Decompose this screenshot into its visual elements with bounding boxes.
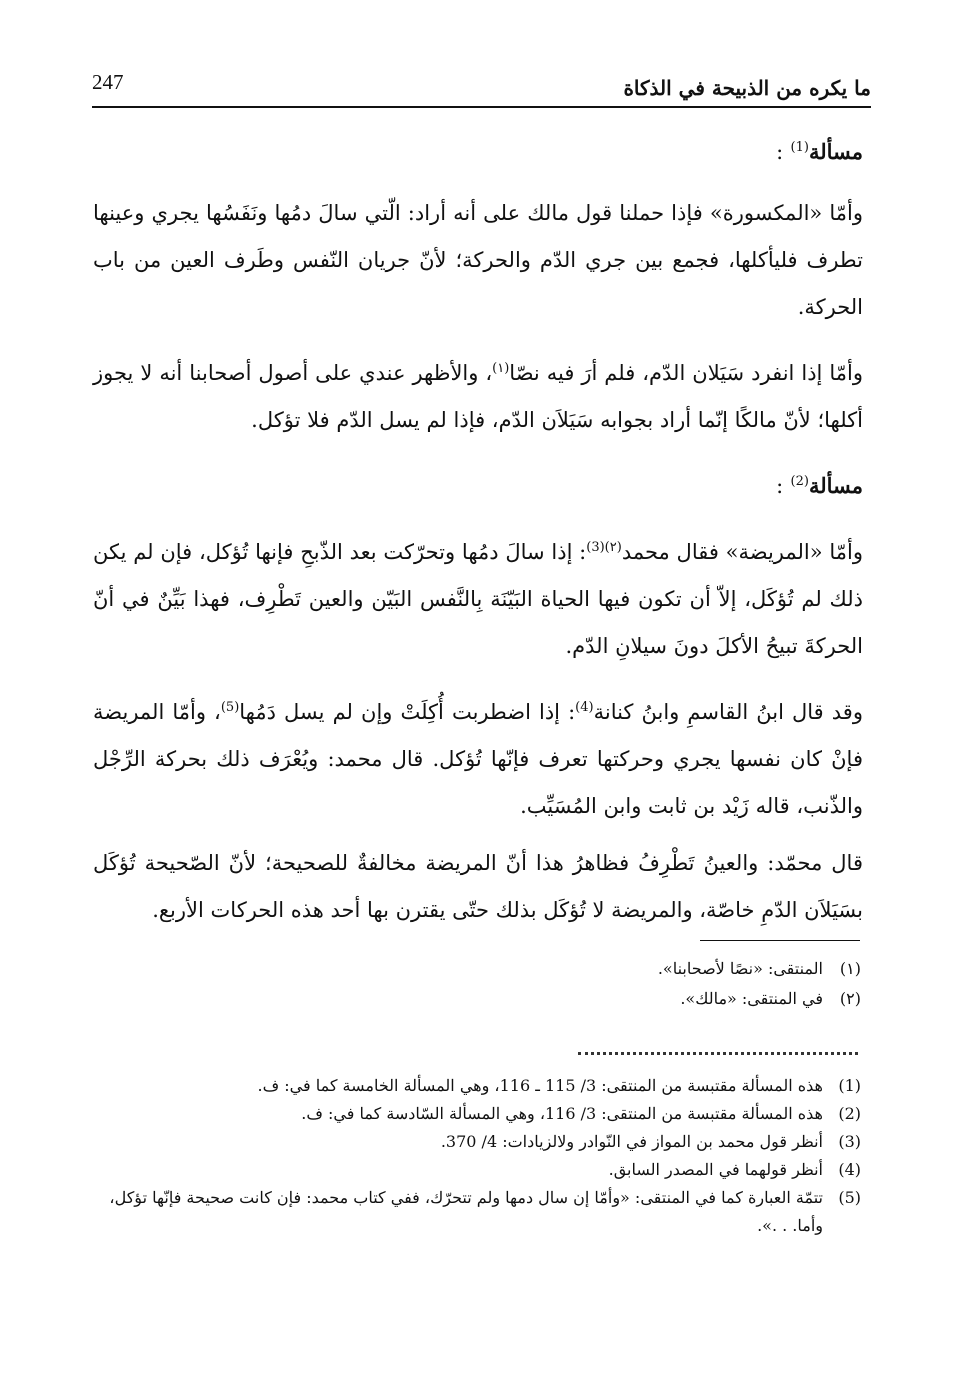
footnote-number: (١) xyxy=(839,959,861,978)
footnote-text: هذه المسألة مقتبسة من المنتقى: 3/ 116، وهي المسألة السّادسة كما في: ف. xyxy=(301,1104,823,1123)
paragraph-2 xyxy=(93,345,863,444)
footnote-ref: (4) xyxy=(575,700,594,715)
paragraph-5: قال محمّد: والعينُ تَطْرِفُ فظاهرُ هذا أنّ المريضة مخالفةٌ للصحيحة؛ لأنّ الصّحيحة تُؤكَل بسَيَلاَن الدّمِ خاصّة، والمريضة لا تُؤكَل بذلك حتّى يقترن بها أحد هذه الحركات الأربع. xyxy=(93,851,863,922)
footnote-text: في المنتقى: «مالك». xyxy=(680,989,823,1008)
footnote-text: أنظر قول محمد بن المواز في النّوادر ولالزيادات: 4/ 370. xyxy=(440,1132,823,1151)
paragraph-text: وقد قال ابنُ القاسمِ وابنُ كنانة xyxy=(593,700,863,724)
heading-label: مسألة xyxy=(808,139,863,164)
footnote-number: (1) xyxy=(838,1076,861,1095)
footnote xyxy=(640,954,861,984)
heading-label: مسألة xyxy=(808,473,863,498)
source-footnotes xyxy=(88,1072,861,1240)
section-heading-1 xyxy=(93,128,863,172)
page-number: 247 xyxy=(92,70,124,94)
footnote-ref: (٢)(3) xyxy=(586,540,622,555)
heading-colon: : xyxy=(776,474,784,498)
paragraph-text: : إذا اضطربت أُكِلَتْ وإن لم يسل دَمُها xyxy=(239,700,576,724)
paragraph-text: وأمّا إذا انفرد سَيَلان الدّم، فلم أرَ فيه نصّا xyxy=(509,361,863,385)
footnote-text: أنظر قولهما في المصدر السابق. xyxy=(608,1160,823,1179)
footnote xyxy=(88,1156,861,1184)
paragraph-4 xyxy=(93,684,863,830)
footnote-number: (٢) xyxy=(839,989,861,1008)
running-title: ما يكره من الذبيحة في الذكاة xyxy=(623,76,871,100)
footnote-number: (4) xyxy=(838,1160,861,1179)
footnote-text: هذه المسألة مقتبسة من المنتقى: 3/ 115 ـ 116، وهي المسألة الخامسة كما في: ف. xyxy=(257,1076,823,1095)
footnote-ref: (2) xyxy=(790,474,809,489)
section-heading-2 xyxy=(93,462,863,506)
paragraph-text: ، والأظهر عندي على أصول أصحابنا أنه لا يجوز أكلها؛ لأنّ مالكًا إنّما أراد بجوابه سَيَلاَن الدّم، فإذا لم يسل الدّم فلا تؤكل. xyxy=(93,361,863,432)
paragraph-text: وأمّا «المريضة» فقال محمد xyxy=(621,540,864,564)
heading-colon: : xyxy=(776,140,784,164)
footnote-text: تتمّة العبارة كما في المنتقى: «وأمّا إن سال دمها ولم تتحرّك، ففي كتاب محمد: فإن كانت صحيحة فإنّها تؤكل، وأما. . .». xyxy=(109,1188,823,1235)
paragraph-text: : إذا سالَ دمُها وتحرّكت بعد الذّبحِ فإنها تُؤكل، فإن لم يكن ذلك لم تُؤكَل، إلاّ أن تكون فيها الحياة البَيّنَة بِالنَّفس البَيّن والعين تَطْرِف، فهذا بَيِّنٌ في أنّ الحركةَ تبيحُ الأكلَ دونَ سيلانِ الدّم. xyxy=(93,540,863,658)
footnote xyxy=(88,1184,861,1240)
paragraph-1: وأمّا «المكسورة» فإذا حملنا قول مالك على أنه أراد: الّتي سالَ دمُها ونَفَسُها يجري وعينها تطرف فليأكلها، فجمع بين جري الدّم والحركة؛ لأنّ جريان النّفس وطَرف العين من باب الحركة. xyxy=(93,201,863,319)
footnote-ref: (1) xyxy=(790,140,809,155)
footnote-number: (2) xyxy=(838,1104,861,1123)
footnote xyxy=(88,1100,861,1128)
footnote xyxy=(640,984,861,1014)
footnote-number: (5) xyxy=(838,1188,861,1207)
main-text xyxy=(93,128,863,934)
paragraph-text: ، وأمّا المريضة فإنْ كان نفسها يجري وحركتها تعرف فإنّها تُؤكل. قال محمد: ويُعْرَف ذلك بحركة الرِّجْل والذّنب، قاله زَيْد بن ثابت وابن المُسَيِّب. xyxy=(93,700,863,818)
editor-footnotes xyxy=(640,954,861,1014)
footnote-ref: (5) xyxy=(220,700,240,715)
footnote-number: (3) xyxy=(838,1132,861,1151)
footnote-text: المنتقى: «نصًا لأصحابنا». xyxy=(657,959,823,978)
dotted-separator xyxy=(578,1052,858,1055)
footnote xyxy=(88,1128,861,1156)
paragraph-3 xyxy=(93,524,863,670)
page-header xyxy=(92,70,871,104)
header-divider xyxy=(92,106,871,108)
footnote-divider xyxy=(700,940,860,941)
footnote-ref: (١) xyxy=(492,361,510,376)
footnote xyxy=(88,1072,861,1100)
